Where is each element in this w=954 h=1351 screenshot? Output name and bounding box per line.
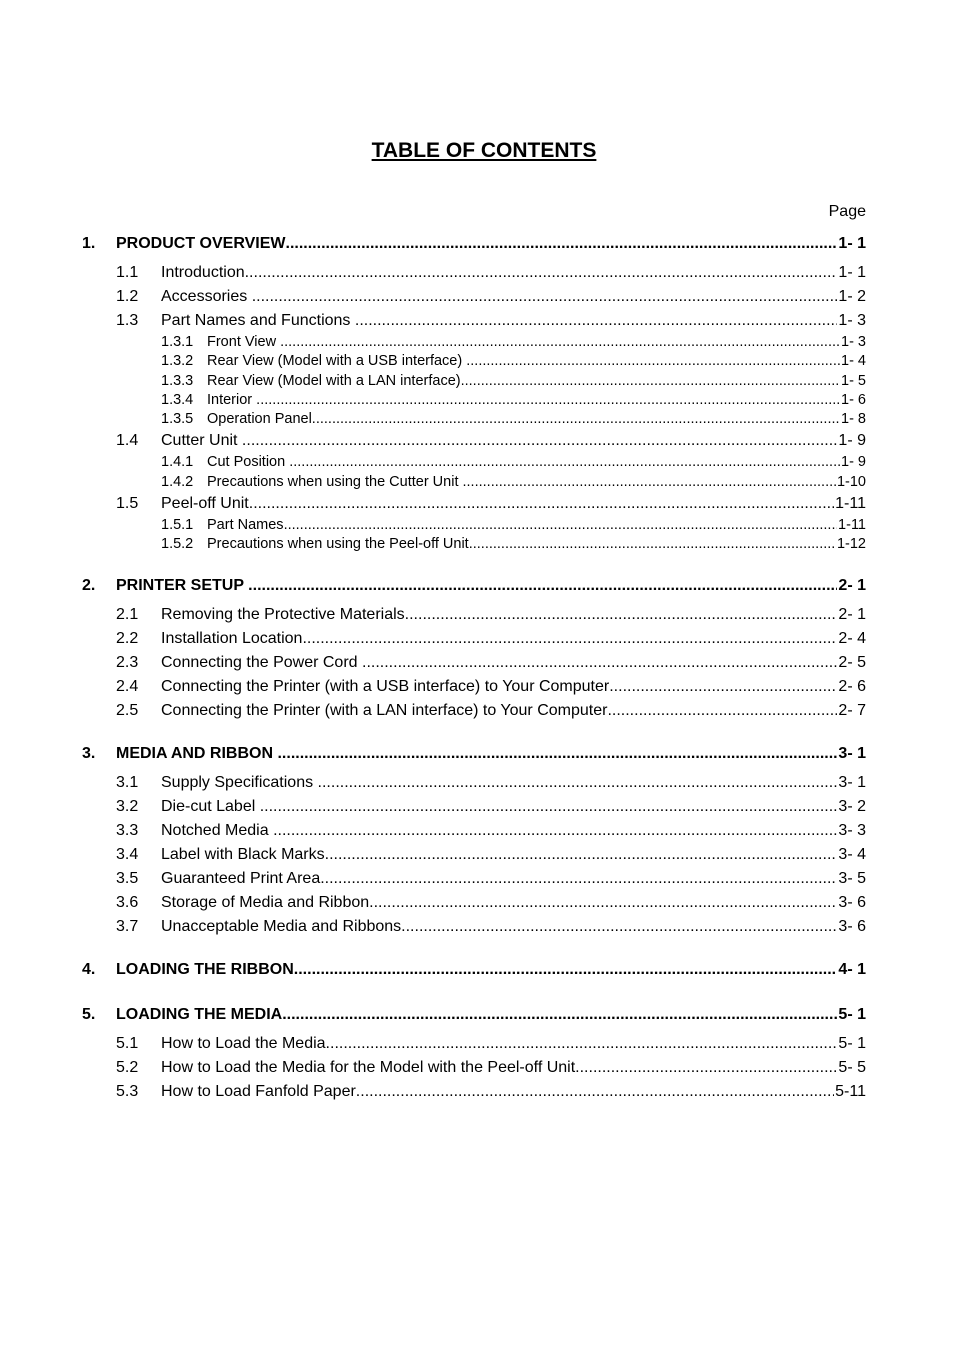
toc-entry-page: 3- 3 xyxy=(838,821,866,839)
toc-entry-number: 1.4.1 xyxy=(161,454,194,471)
toc-entry-number: 3. xyxy=(82,744,96,762)
dot-leader xyxy=(284,516,837,535)
toc-entry-number: 1.3.4 xyxy=(161,391,194,408)
toc-entry-page: 2- 4 xyxy=(838,629,866,647)
toc-entry[interactable] xyxy=(82,535,866,554)
dot-leader xyxy=(607,699,837,723)
toc-entry-page: 1- 5 xyxy=(841,372,866,389)
dot-leader xyxy=(242,429,838,453)
toc-entry-number: 1.2 xyxy=(116,288,139,305)
toc-entry-page: 2- 7 xyxy=(838,701,866,719)
toc-entry-number: 3.7 xyxy=(116,917,139,935)
toc-entry-title: Accessories xyxy=(161,288,252,305)
toc-entry-page: 3- 6 xyxy=(838,917,866,935)
toc-entry[interactable] xyxy=(82,492,866,516)
toc-entry-page: 1- 9 xyxy=(838,432,866,450)
toc-entry-page: 1- 3 xyxy=(838,312,866,329)
dot-leader xyxy=(369,891,837,915)
toc-entry[interactable] xyxy=(82,410,866,429)
toc-entry-number: 3.2 xyxy=(116,797,139,815)
toc-entry-number: 1.3 xyxy=(116,312,139,329)
toc-entry-number: 1.3.1 xyxy=(161,334,194,350)
toc-entry-title: Front View xyxy=(207,334,281,350)
toc-entry-number: 5.3 xyxy=(116,1082,139,1100)
toc-entry[interactable] xyxy=(82,1056,866,1080)
toc-entry-title: Supply Specifications xyxy=(161,773,318,791)
toc-entry-number: 3.1 xyxy=(116,773,139,791)
toc-entry-page: 1- 1 xyxy=(838,264,866,281)
toc-entry-title: Part Names and Functions xyxy=(161,312,355,329)
toc-entry-number: 1.5 xyxy=(116,495,139,513)
toc-entry[interactable] xyxy=(82,867,866,891)
toc-entry-title: Notched Media xyxy=(161,821,274,839)
toc-entry-number: 2.1 xyxy=(116,605,139,623)
toc-entry-number: 1.5.1 xyxy=(161,517,194,534)
toc-entry[interactable] xyxy=(82,473,866,492)
toc-entry-page: 1-11 xyxy=(835,495,866,513)
toc-entry-page: 2- 6 xyxy=(838,677,866,695)
dot-leader xyxy=(277,740,837,768)
dot-leader xyxy=(280,333,840,352)
page-title: TABLE OF CONTENTS xyxy=(371,139,597,162)
dot-leader xyxy=(466,352,840,371)
toc-entry-title: Peel-off Unit xyxy=(161,495,249,513)
toc-entry[interactable] xyxy=(82,771,866,795)
toc-entry-number: 2. xyxy=(82,576,96,594)
toc-entry-page: 1-12 xyxy=(836,536,866,553)
dot-leader xyxy=(326,1032,838,1056)
toc-entry-number: 5.2 xyxy=(116,1058,139,1076)
toc-entry-title: Installation Location xyxy=(161,629,303,647)
dot-leader xyxy=(405,603,838,627)
toc-entry-page: 5- 1 xyxy=(838,1034,866,1052)
toc-entry[interactable] xyxy=(82,352,866,371)
toc-entry-title: PRINTER SETUP xyxy=(116,576,249,594)
toc-entry[interactable] xyxy=(82,956,866,984)
dot-leader xyxy=(362,651,837,675)
toc-entry-title: LOADING THE MEDIA xyxy=(116,1005,283,1023)
toc-entry-page: 3- 2 xyxy=(838,797,866,815)
toc-entry-number: 1.3.2 xyxy=(161,353,194,370)
toc-entry-title: How to Load the Media for the Model with the Peel-off Unit xyxy=(161,1058,576,1076)
toc-entry-number: 1.5.2 xyxy=(161,536,194,553)
toc-entry-title: Rear View (Model with a USB interface) xyxy=(207,353,467,370)
dot-leader xyxy=(320,867,837,891)
dot-leader xyxy=(286,230,838,258)
toc-entry-page: 3- 1 xyxy=(838,744,866,762)
toc-entry-title: Connecting the Printer (with a USB interface) to Your Computer xyxy=(161,677,610,695)
toc-entry-title: Precautions when using the Peel-off Unit xyxy=(207,536,469,553)
dot-leader xyxy=(461,372,840,391)
toc-entry-number: 1.1 xyxy=(116,264,139,281)
toc-entry-page: 3- 5 xyxy=(838,869,866,887)
dot-leader xyxy=(325,843,838,867)
toc-entry-page: 5-11 xyxy=(835,1082,866,1100)
dot-leader xyxy=(289,453,840,472)
table-of-contents xyxy=(82,230,866,1104)
toc-entry[interactable] xyxy=(82,675,866,699)
toc-entry[interactable] xyxy=(82,1001,866,1029)
toc-entry[interactable] xyxy=(82,261,866,285)
toc-entry-page: 1-10 xyxy=(836,473,866,490)
toc-entry[interactable] xyxy=(82,516,866,535)
toc-entry[interactable] xyxy=(82,651,866,675)
toc-entry-page: 1- 3 xyxy=(841,334,866,350)
toc-entry-page: 1- 1 xyxy=(838,235,866,252)
toc-entry-page: 1- 4 xyxy=(841,353,866,370)
toc-entry-title: Connecting the Printer (with a LAN interface) to Your Computer xyxy=(161,701,608,719)
toc-entry-page: 1- 8 xyxy=(841,411,866,428)
toc-entry[interactable] xyxy=(82,915,866,939)
toc-entry[interactable] xyxy=(82,843,866,867)
dot-leader xyxy=(256,391,840,410)
toc-entry-number: 2.2 xyxy=(116,629,139,647)
toc-entry[interactable] xyxy=(82,372,866,391)
toc-entry-number: 1.3.5 xyxy=(161,411,194,428)
toc-entry-number: 1.4.2 xyxy=(161,473,194,490)
toc-entry-title: Rear View (Model with a LAN interface) xyxy=(207,372,461,389)
toc-entry-title: LOADING THE RIBBON xyxy=(116,960,294,978)
dot-leader xyxy=(355,309,838,333)
dot-leader xyxy=(318,771,838,795)
toc-entry[interactable] xyxy=(82,230,866,258)
toc-entry-page: 3- 1 xyxy=(838,773,866,791)
dot-leader xyxy=(282,1001,837,1029)
dot-leader xyxy=(575,1056,837,1080)
toc-entry-number: 5.1 xyxy=(116,1034,139,1052)
toc-entry[interactable] xyxy=(82,1080,866,1104)
toc-entry-title: Interior xyxy=(207,391,257,408)
toc-entry-page: 1- 6 xyxy=(841,391,866,408)
toc-entry[interactable] xyxy=(82,627,866,651)
toc-entry[interactable] xyxy=(82,429,866,453)
dot-leader xyxy=(252,285,838,309)
toc-entry-number: 1.4 xyxy=(116,432,139,450)
toc-entry-page: 1-11 xyxy=(838,517,866,534)
toc-entry-page: 1- 9 xyxy=(841,454,866,471)
toc-entry-title: Guaranteed Print Area xyxy=(161,869,321,887)
toc-entry-title: How to Load Fanfold Paper xyxy=(161,1082,356,1100)
dot-leader xyxy=(463,473,836,492)
toc-entry-page: 3- 4 xyxy=(838,845,866,863)
toc-entry[interactable] xyxy=(82,391,866,410)
dot-leader xyxy=(356,1080,834,1104)
toc-entry-title: Connecting the Power Cord xyxy=(161,653,362,671)
toc-entry[interactable] xyxy=(82,285,866,309)
toc-entry-number: 3.6 xyxy=(116,893,139,911)
toc-entry[interactable] xyxy=(82,603,866,627)
toc-entry-number: 2.5 xyxy=(116,701,139,719)
toc-entry[interactable] xyxy=(82,795,866,819)
toc-entry-number: 3.5 xyxy=(116,869,139,887)
toc-entry-title: How to Load the Media xyxy=(161,1034,326,1052)
page-column-label: Page xyxy=(828,203,866,220)
dot-leader xyxy=(273,819,837,843)
toc-entry-title: Cutter Unit xyxy=(161,432,242,450)
toc-entry-title: Operation Panel xyxy=(207,411,312,428)
toc-entry[interactable] xyxy=(82,333,866,352)
toc-entry-title: Precautions when using the Cutter Unit xyxy=(207,473,463,490)
toc-entry[interactable] xyxy=(82,309,866,333)
toc-entry-page: 2- 1 xyxy=(838,605,866,623)
toc-entry-number: 3.3 xyxy=(116,821,139,839)
toc-entry-title: Cut Position xyxy=(207,454,290,471)
toc-entry-number: 1. xyxy=(82,235,96,252)
toc-entry[interactable] xyxy=(82,891,866,915)
toc-entry-number: 3.4 xyxy=(116,845,139,863)
toc-entry[interactable] xyxy=(82,740,866,768)
toc-entry-title: Storage of Media and Ribbon xyxy=(161,893,370,911)
dot-leader xyxy=(401,915,837,939)
dot-leader xyxy=(469,535,836,554)
toc-entry[interactable] xyxy=(82,453,866,472)
toc-entry-number: 2.4 xyxy=(116,677,139,695)
dot-leader xyxy=(248,572,837,600)
toc-entry-title: MEDIA AND RIBBON xyxy=(116,744,278,762)
toc-entry-page: 1- 2 xyxy=(838,288,866,305)
toc-entry-number: 2.3 xyxy=(116,653,139,671)
dot-leader xyxy=(302,627,837,651)
toc-entry-page: 4- 1 xyxy=(838,960,866,978)
toc-entry-title: Removing the Protective Materials xyxy=(161,605,405,623)
toc-entry-page: 5- 1 xyxy=(838,1005,866,1023)
toc-entry-page: 5- 5 xyxy=(838,1058,866,1076)
toc-entry-number: 5. xyxy=(82,1005,96,1023)
toc-entry-title: PRODUCT OVERVIEW xyxy=(116,235,286,252)
toc-entry[interactable] xyxy=(82,1032,866,1056)
toc-entry-title: Label with Black Marks xyxy=(161,845,325,863)
dot-leader xyxy=(312,410,840,429)
dot-leader xyxy=(249,492,834,516)
dot-leader xyxy=(609,675,837,699)
toc-entry-number: 1.3.3 xyxy=(161,372,194,389)
toc-entry-title: Part Names xyxy=(207,517,284,534)
toc-entry[interactable] xyxy=(82,572,866,600)
toc-entry[interactable] xyxy=(82,699,866,723)
toc-entry-title: Unacceptable Media and Ribbons xyxy=(161,917,402,935)
toc-entry-number: 4. xyxy=(82,960,96,978)
toc-entry-page: 2- 1 xyxy=(838,576,866,594)
dot-leader xyxy=(245,261,838,285)
toc-entry-title: Die-cut Label xyxy=(161,797,260,815)
toc-entry-page: 2- 5 xyxy=(838,653,866,671)
toc-entry[interactable] xyxy=(82,819,866,843)
dot-leader xyxy=(260,795,838,819)
toc-entry-page: 3- 6 xyxy=(838,893,866,911)
dot-leader xyxy=(294,956,838,984)
toc-entry-title: Introduction xyxy=(161,264,245,281)
